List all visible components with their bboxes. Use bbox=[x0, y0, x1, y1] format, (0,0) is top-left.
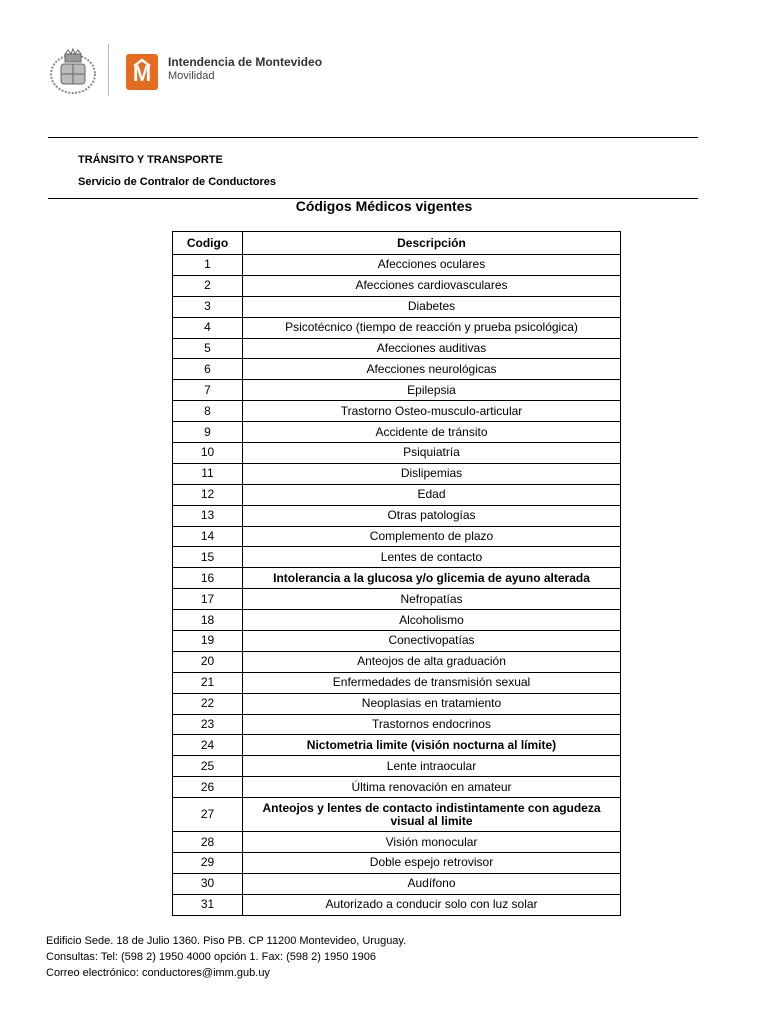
code-cell: 31 bbox=[173, 894, 243, 915]
table-row bbox=[173, 484, 621, 505]
description-cell: Psicotécnico (tiempo de reacción y prueba psicológica) bbox=[243, 317, 621, 338]
description-cell: Dislipemias bbox=[243, 463, 621, 484]
code-cell: 16 bbox=[173, 568, 243, 589]
description-cell: Autorizado a conducir solo con luz solar bbox=[243, 894, 621, 915]
header-divider bbox=[108, 44, 109, 96]
department-label: TRÁNSITO Y TRANSPORTE bbox=[78, 154, 223, 166]
table-row bbox=[173, 505, 621, 526]
description-cell: Accidente de tránsito bbox=[243, 422, 621, 443]
coat-of-arms-icon bbox=[48, 48, 98, 96]
code-cell: 15 bbox=[173, 547, 243, 568]
table-row bbox=[173, 463, 621, 484]
description-cell: Última renovación en amateur bbox=[243, 777, 621, 798]
code-cell: 3 bbox=[173, 296, 243, 317]
table-row bbox=[173, 714, 621, 735]
table-row bbox=[173, 317, 621, 338]
description-cell: Otras patologías bbox=[243, 505, 621, 526]
code-cell: 26 bbox=[173, 777, 243, 798]
code-cell: 13 bbox=[173, 505, 243, 526]
description-cell: Lente intraocular bbox=[243, 756, 621, 777]
code-cell: 23 bbox=[173, 714, 243, 735]
code-cell: 30 bbox=[173, 873, 243, 894]
table-row bbox=[173, 401, 621, 422]
table-row bbox=[173, 338, 621, 359]
code-cell: 18 bbox=[173, 610, 243, 631]
table-row bbox=[173, 422, 621, 443]
code-cell: 25 bbox=[173, 756, 243, 777]
table-row bbox=[173, 296, 621, 317]
table-row bbox=[173, 568, 621, 589]
table-row bbox=[173, 853, 621, 874]
table-row bbox=[173, 777, 621, 798]
description-cell: Trastorno Osteo-musculo-articular bbox=[243, 401, 621, 422]
table-row bbox=[173, 359, 621, 380]
service-label: Servicio de Contralor de Conductores bbox=[78, 176, 277, 188]
description-cell: Diabetes bbox=[243, 296, 621, 317]
description-cell: Complemento de plazo bbox=[243, 526, 621, 547]
description-cell: Trastornos endocrinos bbox=[243, 714, 621, 735]
description-cell: Nefropatías bbox=[243, 589, 621, 610]
footer-email: Correo electrónico: conductores@imm.gub.uy bbox=[46, 967, 270, 979]
table-row bbox=[173, 547, 621, 568]
org-subtitle: Movilidad bbox=[168, 70, 215, 82]
column-header-code: Codigo bbox=[173, 232, 243, 255]
description-cell: Neoplasias en tratamiento bbox=[243, 693, 621, 714]
footer-phone: Consultas: Tel: (598 2) 1950 4000 opción 1. Fax: (598 2) 1950 1906 bbox=[46, 951, 377, 963]
description-cell: Conectivopatías bbox=[243, 631, 621, 652]
table-row bbox=[173, 255, 621, 276]
table-body bbox=[173, 255, 621, 916]
footer bbox=[46, 933, 406, 981]
description-cell: Nictometria limite (visión nocturna al límite) bbox=[243, 735, 621, 756]
description-cell: Anteojos de alta graduación bbox=[243, 651, 621, 672]
code-cell: 29 bbox=[173, 853, 243, 874]
table-row bbox=[173, 526, 621, 547]
table-row bbox=[173, 798, 621, 832]
table-row bbox=[173, 275, 621, 296]
table-row bbox=[173, 651, 621, 672]
code-cell: 20 bbox=[173, 651, 243, 672]
code-cell: 11 bbox=[173, 463, 243, 484]
description-cell: Audífono bbox=[243, 873, 621, 894]
footer-address: Edificio Sede. 18 de Julio 1360. Piso PB. CP 11200 Montevideo, Uruguay. bbox=[46, 935, 407, 947]
medical-codes-table bbox=[172, 231, 621, 916]
page-header bbox=[44, 40, 644, 108]
code-cell: 7 bbox=[173, 380, 243, 401]
table-row bbox=[173, 693, 621, 714]
table-header-row bbox=[173, 232, 621, 255]
description-cell: Edad bbox=[243, 484, 621, 505]
table-row bbox=[173, 380, 621, 401]
description-cell: Enfermedades de transmisión sexual bbox=[243, 672, 621, 693]
code-cell: 27 bbox=[173, 798, 243, 832]
table-row bbox=[173, 610, 621, 631]
description-cell: Alcoholismo bbox=[243, 610, 621, 631]
description-cell: Afecciones cardiovasculares bbox=[243, 275, 621, 296]
montevideo-logo bbox=[126, 54, 158, 90]
divider-top bbox=[48, 137, 698, 138]
code-cell: 1 bbox=[173, 255, 243, 276]
document-title: Códigos Médicos vigentes bbox=[295, 198, 473, 214]
description-cell: Epilepsia bbox=[243, 380, 621, 401]
description-cell: Afecciones oculares bbox=[243, 255, 621, 276]
table-row bbox=[173, 894, 621, 915]
code-cell: 19 bbox=[173, 631, 243, 652]
table-row bbox=[173, 735, 621, 756]
description-cell: Lentes de contacto bbox=[243, 547, 621, 568]
code-cell: 4 bbox=[173, 317, 243, 338]
org-name: Intendencia de Montevideo bbox=[168, 55, 323, 69]
table-row bbox=[173, 631, 621, 652]
description-cell: Intolerancia a la glucosa y/o glicemia de ayuno alterada bbox=[243, 568, 621, 589]
description-cell: Visión monocular bbox=[243, 832, 621, 853]
code-cell: 8 bbox=[173, 401, 243, 422]
table-row bbox=[173, 589, 621, 610]
table-row bbox=[173, 672, 621, 693]
table-row bbox=[173, 873, 621, 894]
description-cell: Anteojos y lentes de contacto indistintamente con agudeza visual al limite bbox=[243, 798, 621, 832]
code-cell: 6 bbox=[173, 359, 243, 380]
code-cell: 24 bbox=[173, 735, 243, 756]
code-cell: 10 bbox=[173, 443, 243, 464]
table-row bbox=[173, 443, 621, 464]
table-row bbox=[173, 756, 621, 777]
code-cell: 2 bbox=[173, 275, 243, 296]
code-cell: 9 bbox=[173, 422, 243, 443]
table-row bbox=[173, 832, 621, 853]
code-cell: 5 bbox=[173, 338, 243, 359]
code-cell: 14 bbox=[173, 526, 243, 547]
code-cell: 17 bbox=[173, 589, 243, 610]
logo-letter: M bbox=[132, 61, 152, 86]
column-header-description: Descripción bbox=[243, 232, 621, 255]
description-cell: Afecciones auditivas bbox=[243, 338, 621, 359]
code-cell: 28 bbox=[173, 832, 243, 853]
code-cell: 22 bbox=[173, 693, 243, 714]
description-cell: Psiquiatría bbox=[243, 443, 621, 464]
description-cell: Afecciones neurológicas bbox=[243, 359, 621, 380]
code-cell: 12 bbox=[173, 484, 243, 505]
description-cell: Doble espejo retrovisor bbox=[243, 853, 621, 874]
code-cell: 21 bbox=[173, 672, 243, 693]
